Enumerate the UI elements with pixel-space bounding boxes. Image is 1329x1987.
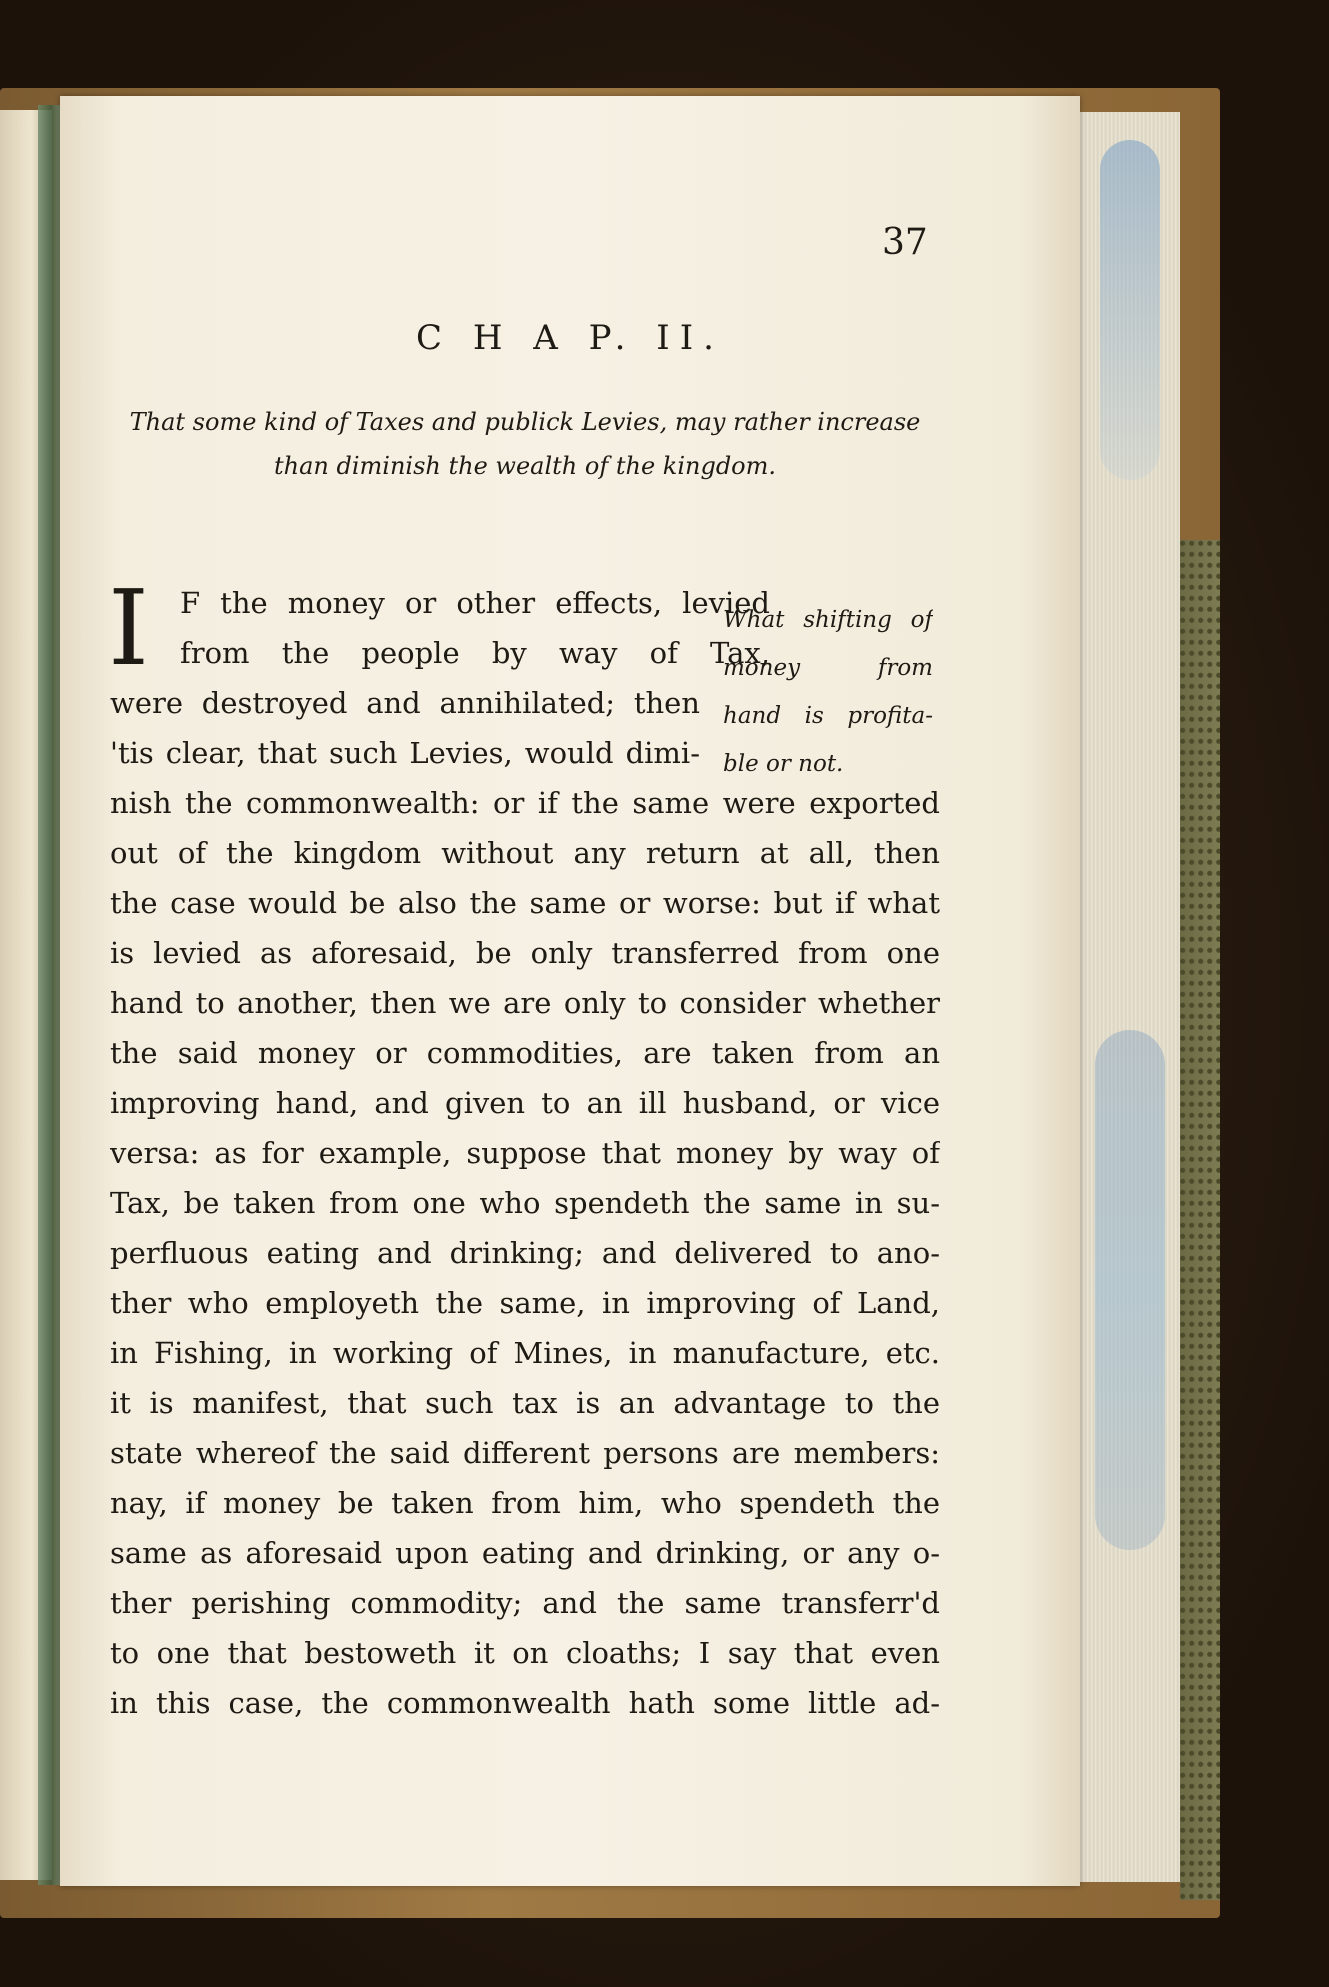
text-line: improving hand, and given to an ill husband, or vice [110, 1086, 940, 1120]
text-line: to one that bestoweth it on cloaths; I say that even [110, 1636, 940, 1670]
margin-note [723, 596, 933, 788]
text-line: state whereof the said different persons are members: [110, 1436, 940, 1470]
marbled-edge-stain [1095, 1030, 1165, 1550]
margin-note-line: hand is profita- [723, 703, 933, 729]
text-line: the case would be also the same or worse: but if what [110, 886, 940, 920]
margin-note-line: money from [723, 655, 933, 681]
text-line: were destroyed and annihilated; then [110, 686, 700, 720]
margin-note-line: What shifting of [723, 607, 933, 633]
speckled-board [1180, 540, 1220, 1900]
text-line: the said money or commodities, are taken from an [110, 1036, 940, 1070]
text-line: nay, if money be taken from him, who spendeth the [110, 1486, 940, 1520]
marbled-edge-stain [1100, 140, 1160, 480]
text-line: hand to another, then we are only to consider whether [110, 986, 940, 1020]
text-line: is levied as aforesaid, be only transferred from one [110, 936, 940, 970]
chapter-heading: C H A P. II. [416, 318, 724, 358]
text-line: out of the kingdom without any return at all, then [110, 836, 940, 870]
text-line: perfluous eating and drinking; and delivered to ano- [110, 1236, 940, 1270]
text-line: it is manifest, that such tax is an advantage to the [110, 1386, 940, 1420]
text-line: F the money or other effects, levied [180, 586, 770, 620]
text-line: in this case, the commonwealth hath some little ad- [110, 1686, 940, 1720]
page-number: 37 [882, 222, 928, 263]
text-line: ther who employeth the same, in improving of Land, [110, 1286, 940, 1320]
margin-note-line: ble or not. [723, 751, 844, 777]
text-line: 'tis clear, that such Levies, would dimi- [110, 736, 700, 770]
text-line: versa: as for example, suppose that money by way of [110, 1136, 940, 1170]
text-line: ther perishing commodity; and the same transferr'd [110, 1586, 940, 1620]
text-line: from the people by way of Tax, [180, 636, 770, 670]
chapter-subtitle [110, 400, 940, 488]
text-line: Tax, be taken from one who spendeth the same in su- [110, 1186, 940, 1220]
drop-cap: I [108, 567, 150, 689]
text-line: nish the commonwealth: or if the same were exported [110, 786, 940, 820]
subtitle-line: That some kind of Taxes and publick Levies, may rather increase [129, 408, 921, 436]
subtitle-line: than diminish the wealth of the kingdom. [273, 452, 777, 480]
text-line: in Fishing, in working of Mines, in manufacture, etc. [110, 1336, 940, 1370]
text-line: same as aforesaid upon eating and drinking, or any o- [110, 1536, 940, 1570]
